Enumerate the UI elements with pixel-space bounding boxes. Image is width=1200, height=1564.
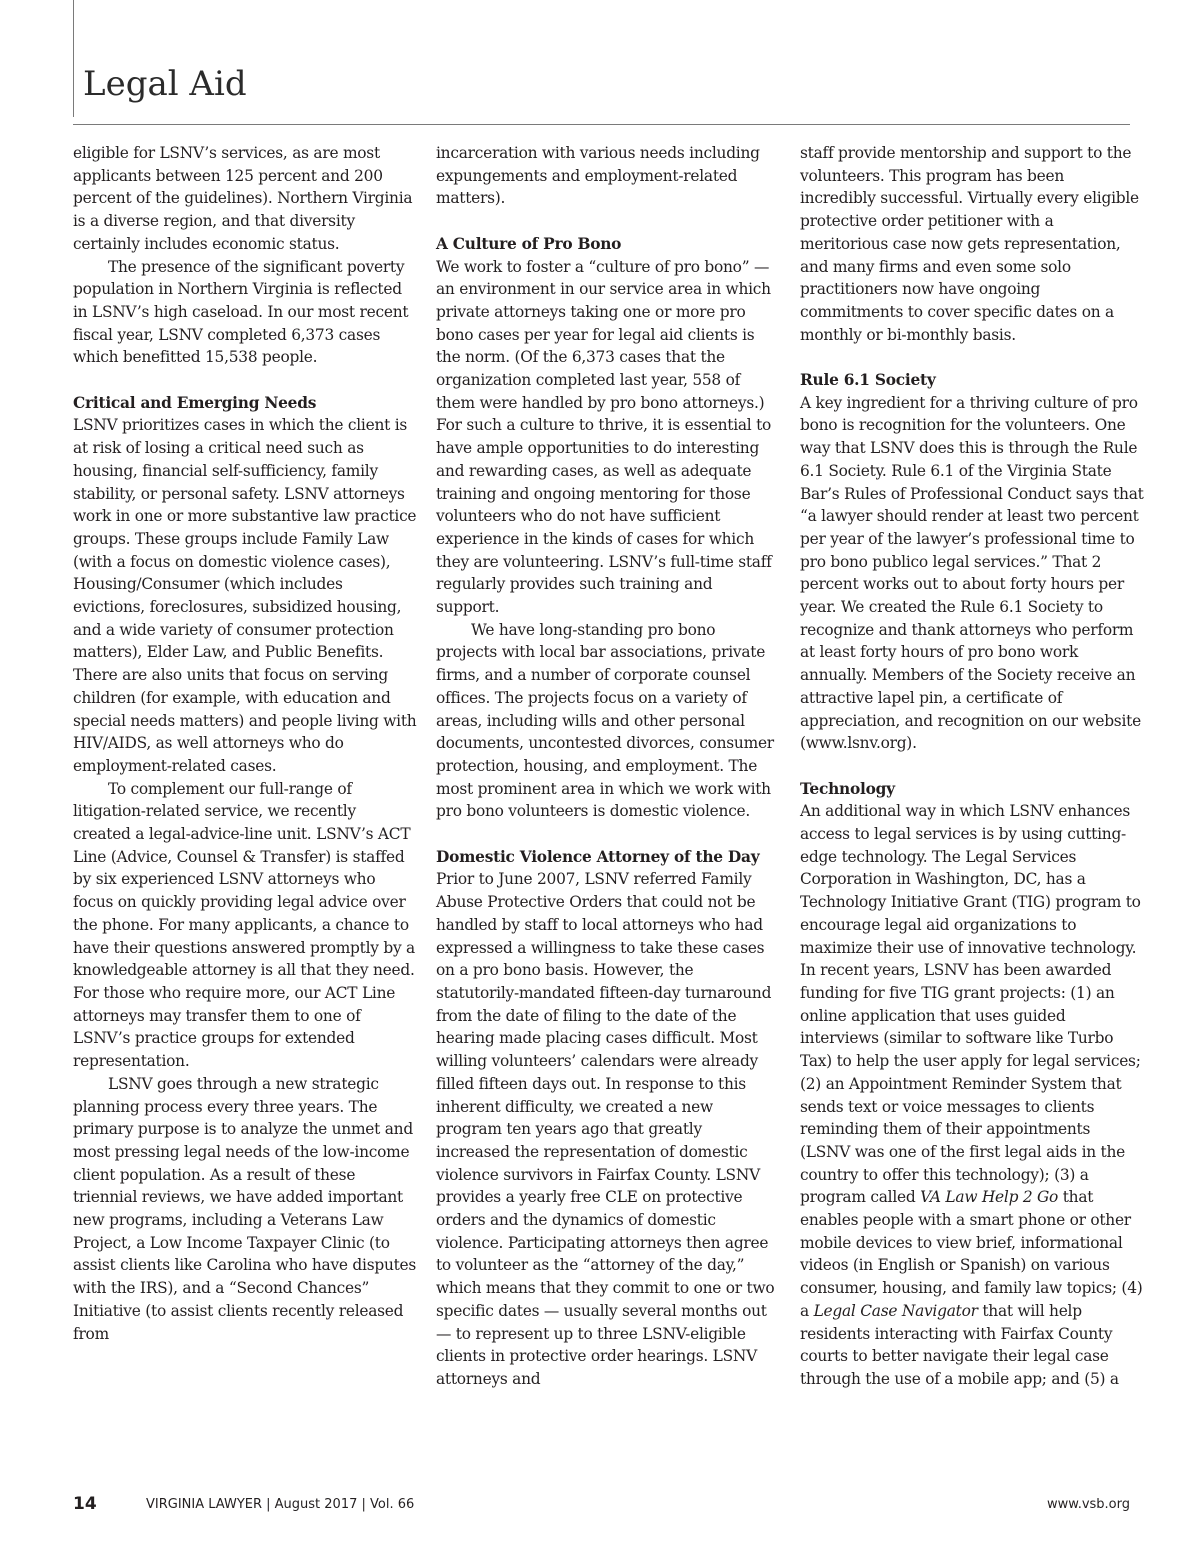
spacer bbox=[436, 210, 780, 233]
section-title: Legal Aid bbox=[83, 64, 247, 104]
spacer bbox=[800, 346, 1144, 369]
text-run: that will help residents interacting with Fairfax County courts to better navigate their legal case through the use of a mobile app; and (5) a bbox=[800, 1301, 1119, 1388]
paragraph: The presence of the significant poverty population in Northern Virginia is reflected in LSNV’s high caseload. In our most recent fiscal year, LSNV completed 6,373 cases which benefitted 15,538 people. bbox=[73, 257, 409, 367]
spacer bbox=[436, 823, 780, 846]
header-vertical-rule bbox=[73, 0, 74, 117]
article-column-2 bbox=[436, 142, 780, 1391]
subheading-technology: Technology bbox=[800, 779, 895, 798]
paragraph: eligible for LSNV’s services, as are most applicants between 125 percent and 200 percent of the guidelines). Northern Virginia is a diverse region, and that diversity certainly includes economic status. bbox=[73, 144, 413, 253]
paragraph: We work to foster a “culture of pro bono” — an environment in our service area in which private attorneys taking one or more pro bono cases per year for legal aid clients is the norm. (Of the 6,373 cases that the organization completed last year, 558 of them were handled by pro bono attorneys.) For such a culture to thrive, it is essential to have ample opportunities to do interesting and rewarding cases, as well as adequate training and ongoing mentoring for those volunteers who do not have sufficient experience in the kinds of cases for which they are volunteering. LSNV’s full-time staff regularly provides such training and support. bbox=[436, 257, 772, 617]
publication-info: VIRGINIA LAWYER | August 2017 | Vol. 66 bbox=[146, 1497, 415, 1512]
paragraph: To complement our full-range of litigation-related service, we recently created a legal-advice-line unit. LSNV’s ACT Line (Advice, Counsel & Transfer) is staffed by six experienced LSNV attorneys who focus on quickly providing legal advice over the phone. For many applicants, a chance to have their questions answered promptly by a knowledgeable attorney is all that they need. For those who require more, our ACT Line attorneys may transfer them to one of LSNV’s practice groups for extended representation. bbox=[73, 779, 415, 1071]
article-column-1 bbox=[73, 142, 417, 1345]
page-footer bbox=[73, 1492, 1130, 1522]
spacer bbox=[800, 755, 1144, 778]
spacer bbox=[73, 369, 417, 392]
page-number: 14 bbox=[73, 1494, 97, 1514]
paragraph: LSNV prioritizes cases in which the client is at risk of losing a critical need such as housing, financial self-sufficiency, family stability, or personal safety. LSNV attorneys work in one or more substantive law practice groups. These groups include Family Law (with a focus on domestic violence cases), Housing/Consumer (which includes evictions, foreclosures, subsidized housing, and a wide variety of consumer protection matters), Elder Law, and Public Benefits. There are also units that focus on serving children (for example, with education and special needs matters) and people living with HIV/AIDS, as well attorneys who do employment-related cases. bbox=[73, 416, 417, 775]
subheading-pro-bono: A Culture of Pro Bono bbox=[436, 234, 622, 253]
subheading-critical-needs: Critical and Emerging Needs bbox=[73, 393, 317, 412]
paragraph: A key ingredient for a thriving culture of pro bono is recognition for the volunteers. One way that LSNV does this is through the Rule 6.1 Society. Rule 6.1 of the Virginia State Bar’s Rules of Professional Conduct says that “a lawyer should render at least two percent per year of the lawyer’s professional time to pro bono publico legal services.” That 2 percent works out to about forty hours per year. We created the Rule 6.1 Society to recognize and thank attorneys who perform at least forty hours of pro bono work annually. Members of the Society receive an attractive lapel pin, a certificate of appreciation, and recognition on our website (www.lsnv.org). bbox=[800, 393, 1144, 753]
program-name-legal-case-navigator: Legal Case Navigator bbox=[813, 1301, 978, 1320]
program-name-va-law-help: VA Law Help 2 Go bbox=[920, 1188, 1059, 1207]
website-link[interactable]: www.vsb.org bbox=[1046, 1497, 1130, 1512]
paragraph bbox=[800, 800, 1144, 1390]
header-horizontal-rule bbox=[73, 124, 1130, 125]
text-run: that enables people with a smart phone or other mobile devices to view brief, informational videos (in English or Spanish) on various consumer, housing, and family law topics; (4) a bbox=[800, 1188, 1143, 1320]
article-column-3 bbox=[800, 142, 1144, 1391]
paragraph: staff provide mentorship and support to the volunteers. This program has been incredibly successful. Virtually every eligible protective order petitioner with a meritorious case now gets representation, and many firms and even some solo practitioners now have ongoing commitments to cover specific dates on a monthly or bi-monthly basis. bbox=[800, 144, 1139, 344]
paragraph: Prior to June 2007, LSNV referred Family Abuse Protective Orders that could not be handled by staff to local attorneys who had expressed a willingness to take these cases on a pro bono basis. However, the statutorily-mandated fifteen-day turnaround from the date of filing to the date of the hearing made placing cases difficult. Most willing volunteers’ calendars were already filled fifteen days out. In response to this inherent difficulty, we created a new program ten years ago that greatly increased the representation of domestic violence survivors in Fairfax County. LSNV provides a yearly free CLE on protective orders and the dynamics of domestic violence. Participating attorneys then agree to volunteer as the “attorney of the day,” which means that they commit to one or two specific dates — usually several months out — to represent up to three LSNV-eligible clients in protective order hearings. LSNV attorneys and bbox=[436, 870, 775, 1388]
text-run: An additional way in which LSNV enhances access to legal services is by using cutting-edge technology. The Legal Services Corporation in Washington, DC, has a Technology Initiative Grant (TIG) program to encourage legal aid organizations to maximize their use of innovative technology. In recent years, LSNV has been awarded funding for five TIG grant projects: (1) an online application that uses guided interviews (similar to software like Turbo Tax) to help the user apply for legal services; (2) an Appointment Reminder System that sends text or voice messages to clients reminding them of their appointments (LSNV was one of the first legal aids in the country to offer this technology); (3) a program called bbox=[800, 802, 1141, 1207]
paragraph: LSNV goes through a new strategic planning process every three years. The primary purpose is to analyze the unmet and most pressing legal needs of the low-income client population. As a result of these triennial reviews, we have added important new programs, including a Veterans Law Project, a Low Income Taxpayer Clinic (to assist clients like Carolina who have disputes with the IRS), and a “Second Chances” Initiative (to assist clients recently released from bbox=[73, 1074, 417, 1343]
subheading-domestic-violence: Domestic Violence Attorney of the Day bbox=[436, 847, 760, 866]
paragraph: We have long-standing pro bono projects with local bar associations, private firms, and a number of corporate counsel offices. The projects focus on a variety of areas, including wills and other personal documents, uncontested divorces, consumer protection, housing, and employment. The most prominent area in which we work with pro bono volunteers is domestic violence. bbox=[436, 620, 774, 821]
subheading-rule-6-1: Rule 6.1 Society bbox=[800, 371, 936, 390]
paragraph: incarceration with various needs including expungements and employment-related matters). bbox=[436, 144, 760, 208]
